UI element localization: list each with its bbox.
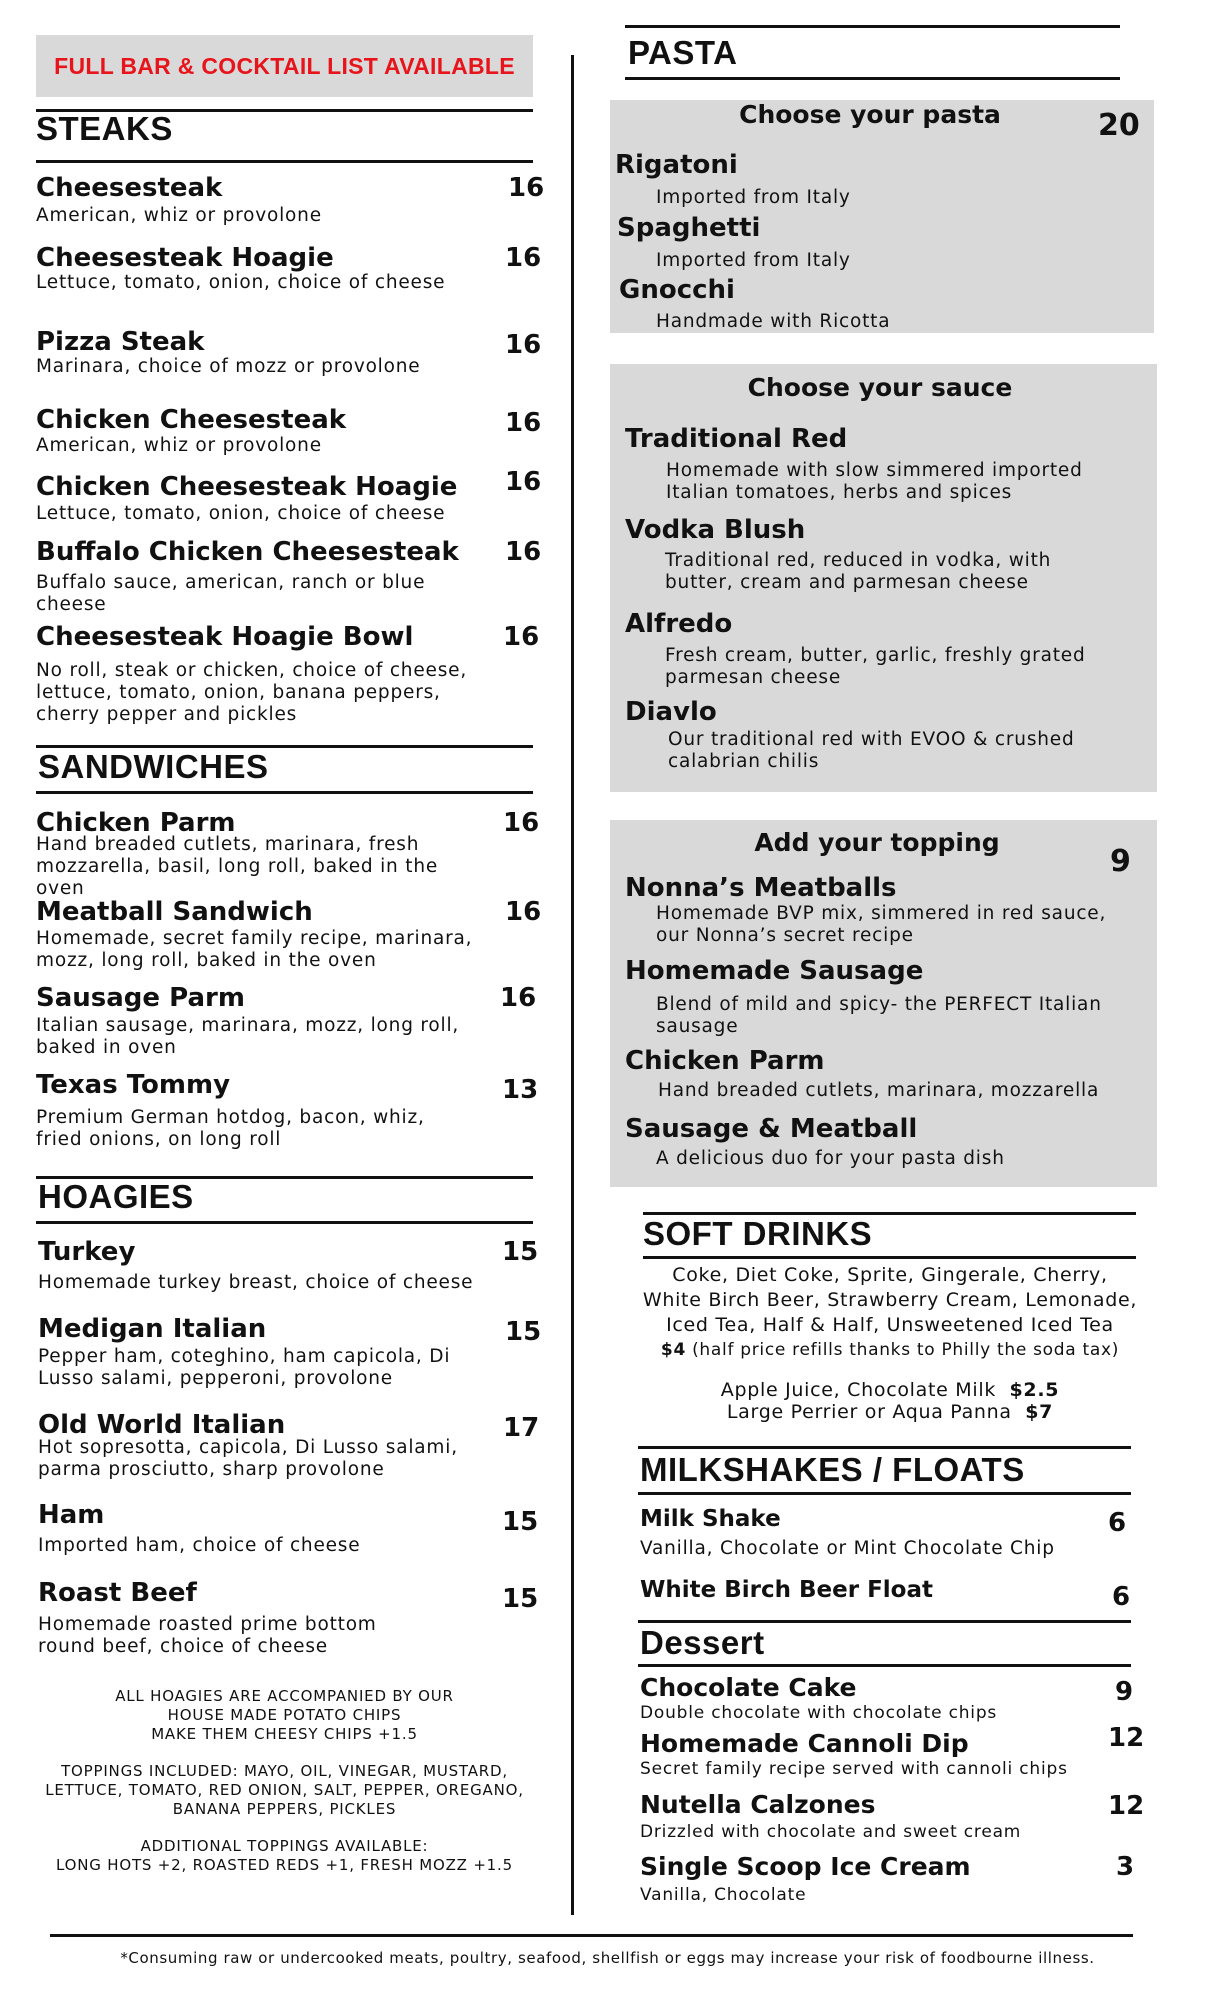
dessert-desc: Vanilla, Chocolate: [640, 1885, 807, 1905]
item-price: 16: [500, 983, 537, 1013]
item-desc: Pepper ham, coteghino, ham capicola, Di Lusso salami, pepperoni, provolone: [38, 1346, 451, 1389]
dessert-price: 12: [1108, 1791, 1145, 1821]
pasta-name: Rigatoni: [615, 150, 738, 180]
pasta-price: 20: [1098, 108, 1140, 143]
dessert-name: Single Scoop Ice Cream: [640, 1852, 971, 1881]
topping-name: Sausage & Meatball: [625, 1114, 918, 1144]
topping-desc: Blend of mild and spicy- the PERFECT Italian sausage: [656, 994, 1102, 1037]
topping-name: Chicken Parm: [625, 1046, 825, 1076]
choose-pasta-heading: Choose your pasta: [739, 100, 1001, 129]
sauce-name: Vodka Blush: [625, 515, 806, 545]
item-price: 16: [508, 173, 545, 203]
extra-drink-price: $7: [1025, 1401, 1054, 1423]
item-price: 15: [502, 1584, 539, 1614]
pasta-desc: Handmade with Ricotta: [656, 311, 891, 332]
item-desc: Marinara, choice of mozz or provolone: [36, 356, 421, 377]
item-desc: Homemade turkey breast, choice of cheese: [38, 1272, 474, 1293]
item-price: 16: [505, 243, 542, 273]
item-desc: Italian sausage, marinara, mozz, long roll, baked in oven: [36, 1015, 460, 1058]
banner-text: FULL BAR & COCKTAIL LIST AVAILABLE: [54, 52, 515, 79]
full-bar-banner: [36, 35, 533, 97]
item-price: 16: [505, 330, 542, 360]
dessert-name: Homemade Cannoli Dip: [640, 1729, 969, 1758]
soft-drinks-list: [625, 1263, 1155, 1423]
item-name: Chicken Parm: [36, 808, 236, 838]
shake-desc: Vanilla, Chocolate or Mint Chocolate Chip: [640, 1538, 1055, 1559]
drinks-line: White Birch Beer, Strawberry Cream, Lemonade,: [642, 1289, 1138, 1311]
item-price: 17: [503, 1413, 540, 1443]
item-name: Buffalo Chicken Cheesesteak: [36, 537, 459, 567]
float-price: 6: [1112, 1582, 1131, 1612]
item-desc: Buffalo sauce, american, ranch or blue cheese: [36, 572, 426, 615]
item-desc: Homemade, secret family recipe, marinara, mozz, long roll, baked in the oven: [36, 928, 473, 971]
sauce-name: Diavlo: [625, 697, 717, 727]
extra-drink-price: $2.5: [1009, 1379, 1060, 1401]
divider: [625, 25, 1120, 28]
item-name: Roast Beef: [38, 1578, 197, 1608]
drinks-price: $4: [660, 1340, 686, 1360]
choose-sauce-heading: Choose your sauce: [747, 373, 1013, 402]
divider: [638, 1492, 1131, 1495]
divider: [638, 1620, 1131, 1623]
note-line: LETTUCE, TOMATO, RED ONION, SALT, PEPPER, OREGANO,: [45, 1781, 524, 1799]
extra-drink-label: Large Perrier or Aqua Panna: [726, 1401, 1012, 1423]
item-name: Pizza Steak: [36, 327, 205, 357]
sauce-desc: Our traditional red with EVOO & crushed calabrian chilis: [668, 729, 1075, 772]
note-line: HOUSE MADE POTATO CHIPS: [167, 1706, 402, 1724]
item-name: Medigan Italian: [38, 1314, 267, 1344]
item-price: 16: [503, 622, 540, 652]
sauce-name: Alfredo: [625, 609, 733, 639]
divider: [36, 791, 533, 794]
topping-name: Homemade Sausage: [625, 956, 924, 986]
divider: [643, 1256, 1136, 1259]
item-price: 15: [505, 1317, 542, 1347]
divider: [50, 1934, 1133, 1937]
item-price: 16: [503, 808, 540, 838]
drinks-line: Coke, Diet Coke, Sprite, Gingerale, Cherry,: [672, 1264, 1108, 1286]
pasta-desc: Imported from Italy: [656, 187, 851, 208]
topping-desc: Hand breaded cutlets, marinara, mozzarella: [658, 1080, 1100, 1101]
item-desc: No roll, steak or chicken, choice of cheese, lettuce, tomato, onion, banana peppers, cherry pepper and pickles: [36, 660, 467, 725]
item-desc: Homemade roasted prime bottom round beef, choice of cheese: [38, 1614, 377, 1657]
dessert-price: 3: [1116, 1852, 1135, 1882]
item-name: Texas Tommy: [36, 1070, 231, 1100]
item-desc: Lettuce, tomato, onion, choice of cheese: [36, 272, 446, 293]
item-name: Cheesesteak Hoagie Bowl: [36, 622, 414, 652]
item-name: Old World Italian: [38, 1410, 286, 1440]
section-title-steaks: STEAKS: [36, 110, 173, 147]
dessert-price: 12: [1108, 1723, 1145, 1753]
column-divider: [571, 55, 574, 1915]
note-line: LONG HOTS +2, ROASTED REDS +1, FRESH MOZZ +1.5: [56, 1856, 513, 1874]
dessert-desc: Double chocolate with chocolate chips: [640, 1703, 998, 1723]
dessert-desc: Drizzled with chocolate and sweet cream: [640, 1822, 1022, 1842]
shake-price: 6: [1108, 1508, 1127, 1538]
note-line: ADDITIONAL TOPPINGS AVAILABLE:: [140, 1837, 429, 1855]
section-title-hoagies: HOAGIES: [38, 1178, 194, 1215]
divider: [638, 1664, 1131, 1667]
item-name: Sausage Parm: [36, 983, 245, 1013]
dessert-name: Chocolate Cake: [640, 1673, 857, 1702]
dessert-desc: Secret family recipe served with cannoli chips: [640, 1759, 1068, 1779]
topping-name: Nonna’s Meatballs: [625, 873, 897, 903]
extra-drink-label: Apple Juice, Chocolate Milk: [720, 1379, 997, 1401]
section-title-milkshakes: MILKSHAKES / FLOATS: [640, 1451, 1025, 1488]
divider: [36, 1221, 533, 1224]
item-name: Chicken Cheesesteak: [36, 405, 347, 435]
topping-price: 9: [1110, 844, 1131, 879]
item-price: 15: [502, 1237, 539, 1267]
item-price: 16: [505, 897, 542, 927]
section-title-sandwiches: SANDWICHES: [38, 748, 269, 785]
drinks-line: Iced Tea, Half & Half, Unsweetened Iced Tea: [666, 1314, 1114, 1336]
item-desc: Imported ham, choice of cheese: [38, 1535, 361, 1556]
item-name: Meatball Sandwich: [36, 897, 313, 927]
topping-desc: Homemade BVP mix, simmered in red sauce, our Nonna’s secret recipe: [656, 903, 1107, 946]
item-price: 15: [502, 1507, 539, 1537]
dessert-price: 9: [1115, 1677, 1134, 1707]
pasta-name: Spaghetti: [617, 213, 761, 243]
item-name: Cheesesteak Hoagie: [36, 243, 334, 273]
hoagie-notes: [36, 1687, 533, 1875]
item-name: Chicken Cheesesteak Hoagie: [36, 472, 458, 502]
item-name: Turkey: [38, 1237, 136, 1267]
item-desc: Premium German hotdog, bacon, whiz, fried onions, on long roll: [36, 1107, 425, 1150]
extra-drink-line: [625, 1379, 1155, 1401]
item-desc: American, whiz or provolone: [36, 435, 322, 456]
footer-disclaimer: *Consuming raw or undercooked meats, poultry, seafood, shellfish or eggs may increase your risk of foodbourne illness.: [120, 1949, 1095, 1967]
section-title-dessert: Dessert: [640, 1624, 765, 1661]
item-price: 16: [505, 467, 542, 497]
sauce-desc: Traditional red, reduced in vodka, with butter, cream and parmesan cheese: [665, 550, 1052, 593]
section-title-pasta: PASTA: [628, 34, 738, 71]
item-price: 13: [502, 1075, 539, 1105]
pasta-desc: Imported from Italy: [656, 250, 851, 271]
divider: [36, 160, 533, 163]
shake-name: Milk Shake: [640, 1506, 781, 1532]
divider: [638, 1446, 1131, 1449]
sauce-desc: Homemade with slow simmered imported Italian tomatoes, herbs and spices: [666, 460, 1083, 503]
sauce-desc: Fresh cream, butter, garlic, freshly grated parmesan cheese: [665, 645, 1086, 688]
note-line: ALL HOAGIES ARE ACCOMPANIED BY OUR: [115, 1687, 454, 1705]
item-name: Cheesesteak: [36, 173, 223, 203]
item-desc: American, whiz or provolone: [36, 205, 322, 226]
item-price: 16: [505, 537, 542, 567]
section-title-soft-drinks: SOFT DRINKS: [643, 1215, 873, 1252]
item-name: Ham: [38, 1500, 105, 1530]
divider: [625, 77, 1120, 80]
dessert-name: Nutella Calzones: [640, 1790, 876, 1819]
item-desc: Hand breaded cutlets, marinara, fresh mozzarella, basil, long roll, baked in the oven: [36, 834, 439, 899]
topping-desc: A delicious duo for your pasta dish: [656, 1148, 1005, 1169]
sauce-name: Traditional Red: [625, 424, 848, 454]
topping-heading: Add your topping: [754, 828, 1000, 857]
item-desc: Hot sopresotta, capicola, Di Lusso salami, parma prosciutto, sharp provolone: [38, 1437, 458, 1480]
float-name: White Birch Beer Float: [640, 1577, 933, 1603]
note-line: MAKE THEM CHEESY CHIPS +1.5: [151, 1725, 418, 1743]
drinks-price-note: (half price refills thanks to Philly the soda tax): [692, 1340, 1120, 1360]
extra-drink-line: [625, 1401, 1155, 1423]
item-price: 16: [505, 408, 542, 438]
item-desc: Lettuce, tomato, onion, choice of cheese: [36, 503, 446, 524]
pasta-name: Gnocchi: [619, 275, 735, 305]
drinks-price-line: [625, 1338, 1155, 1363]
note-line: TOPPINGS INCLUDED: MAYO, OIL, VINEGAR, MUSTARD,: [61, 1762, 508, 1780]
note-line: BANANA PEPPERS, PICKLES: [172, 1800, 397, 1818]
